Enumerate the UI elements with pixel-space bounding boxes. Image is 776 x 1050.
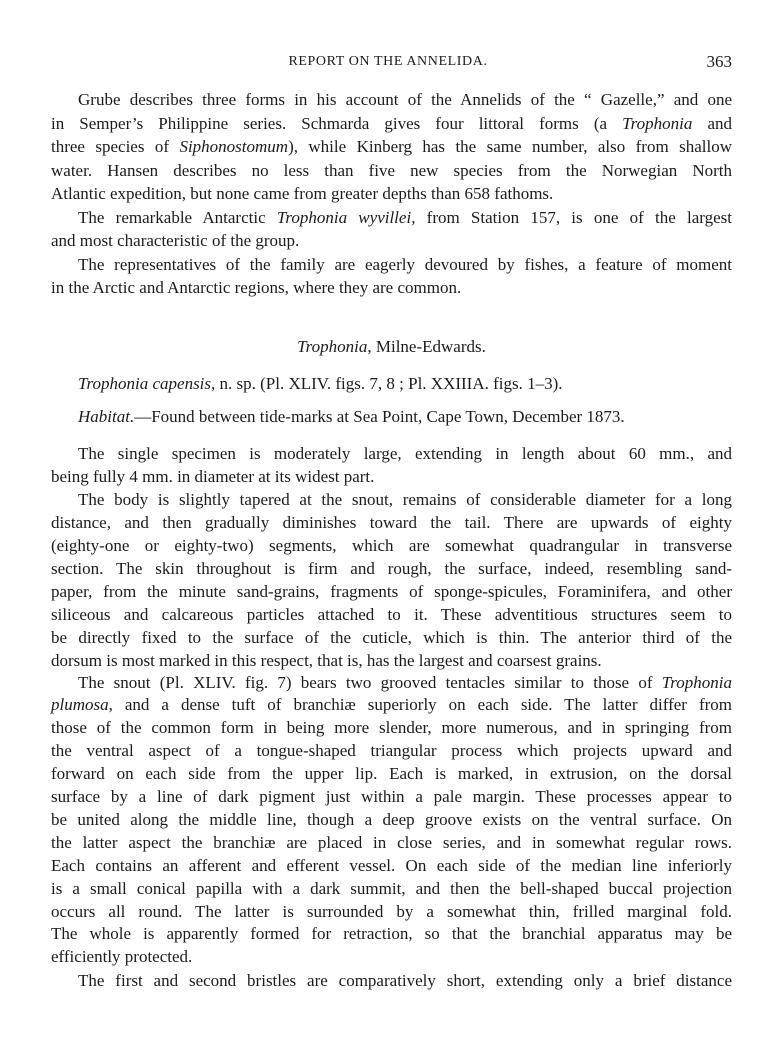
text-run: distance, and then gradually diminishes toward the tail. There are upwards of eighty: [51, 512, 732, 532]
text-line: [51, 88, 732, 111]
text-run: and: [692, 113, 732, 133]
italic-text: Trophonia: [622, 113, 693, 133]
italic-text: Siphonostomum: [179, 137, 289, 157]
paragraph: [51, 442, 732, 488]
text-run: in Semper’s Philippine series. Schmarda gives four littoral forms (a: [51, 113, 623, 133]
text-run: Each contains an afferent and efferent vessel. On each side of the median line inferiorly: [51, 855, 732, 875]
text-line: [51, 969, 732, 992]
italic-text: Trophonia wyvillei: [276, 207, 412, 227]
text-run: the ventral aspect of a tongue-shaped triangular process which projects upward and: [51, 741, 732, 761]
text-run: be united along the middle line, though a deep groove exists on the ventral surface. On: [51, 809, 732, 829]
text-run: in the Arctic and Antarctic regions, where they are common.: [51, 278, 462, 298]
text-run: paper, from the minute sand-grains, fragments of sponge-spicules, Foraminifera, and other: [51, 581, 732, 601]
text-run: (eighty-one or eighty-two) segments, which are somewhat quadrangular in transverse: [51, 535, 732, 555]
text-line: [51, 901, 732, 924]
text-run: , n. sp. (Pl. XLIV. figs. 7, 8 ; Pl. XXIIIA. figs. 1–3).: [211, 373, 563, 393]
text-run: siliceous and calcareous particles attached to it. These adventitious structures seem to: [51, 604, 732, 624]
text-run: The first and second bristles are comparatively short, extending only a brief distance: [78, 970, 732, 990]
text-run: The single specimen is moderately large, extending in length about 60 mm., and: [78, 443, 732, 463]
text-run: water. Hansen describes no less than five new species from the Norwegian North: [51, 160, 732, 180]
text-line: [51, 786, 732, 809]
text-run: three species of: [51, 137, 180, 157]
text-line: [51, 878, 732, 901]
text-line: [51, 253, 732, 276]
text-line: [51, 112, 732, 135]
text-line: [51, 832, 732, 855]
text-line: [51, 649, 732, 672]
text-run: dorsum is most marked in this respect, that is, has the largest and coarsest grains.: [51, 650, 602, 670]
text-run: surface by a line of dark pigment just within a pale margin. These processes appear to: [51, 787, 732, 807]
text-run: , and a dense tuft of branchiæ superiorly on each side. The latter differ from: [108, 695, 732, 715]
page-number: 363: [706, 52, 732, 71]
text-line: [51, 135, 732, 158]
text-line: [51, 694, 732, 717]
text-run: , Milne-Edwards.: [367, 336, 486, 356]
paragraph: [51, 672, 732, 970]
text-run: , from Station 157, is one of the largest: [411, 207, 733, 227]
text-line: [51, 229, 732, 252]
text-line: [51, 159, 732, 182]
text-run: The snout (Pl. XLIV. fig. 7) bears two grooved tentacles similar to those of: [78, 672, 662, 692]
text-line: [51, 923, 732, 946]
text-run: —Found between tide-marks at Sea Point, Cape Town, December 1873.: [134, 406, 625, 426]
text-line: [51, 946, 732, 969]
text-run: The whole is apparently formed for retraction, so that the branchial apparatus may be: [51, 924, 732, 944]
text-run: the latter aspect the branchiæ are placed in close series, and in somewhat regular rows.: [51, 832, 732, 852]
text-line: [51, 206, 732, 229]
text-line: [51, 672, 732, 695]
species-title: [51, 372, 732, 395]
text-line: [51, 276, 732, 299]
text-run: be directly fixed to the surface of the cuticle, which is thin. The anterior third of the: [51, 627, 732, 647]
paragraph: [51, 253, 732, 300]
paragraph: [51, 206, 732, 253]
italic-text: plumosa: [51, 695, 109, 715]
text-run: The remarkable Antarctic: [78, 207, 277, 227]
text-run: ), while Kinberg has the same number, also from shallow: [288, 137, 732, 157]
text-run: those of the common form in being more slender, more numerous, and in springing from: [51, 718, 732, 738]
text-line: [51, 372, 732, 395]
text-line: [51, 580, 732, 603]
text-run: Atlantic expedition, but none came from greater depths than 658 fathoms.: [51, 183, 554, 203]
text-line: [51, 511, 732, 534]
text-line: [51, 488, 732, 511]
text-line: [51, 603, 732, 626]
text-line: [51, 182, 732, 205]
italic-text: Trophonia: [661, 672, 732, 692]
text-line: [51, 763, 732, 786]
text-run: The representatives of the family are eagerly devoured by fishes, a feature of moment: [78, 254, 732, 274]
text-line: [51, 534, 732, 557]
text-run: and most characteristic of the group.: [51, 231, 300, 251]
paragraph: [51, 969, 732, 992]
habitat-line: [51, 405, 732, 428]
italic-text: Habitat.: [78, 406, 135, 426]
text-line: [51, 740, 732, 763]
genus-heading: [51, 335, 732, 358]
text-run: occurs all round. The latter is surrounded by a somewhat thin, frilled marginal fold.: [51, 901, 732, 921]
text-line: [51, 335, 732, 358]
text-run: being fully 4 mm. in diameter at its widest part.: [51, 466, 375, 486]
paragraph: [51, 88, 732, 205]
text-line: [51, 442, 732, 465]
text-line: [51, 626, 732, 649]
text-run: efficiently protected.: [51, 947, 193, 967]
text-run: section. The skin throughout is firm and rough, the surface, indeed, resembling sand-: [51, 558, 732, 578]
text-run: is a small conical papilla with a dark summit, and then the bell-shaped buccal projection: [51, 878, 732, 898]
text-line: [51, 557, 732, 580]
text-line: [51, 717, 732, 740]
italic-text: Trophonia capensis: [78, 373, 212, 393]
running-title: REPORT ON THE ANNELIDA.: [288, 54, 488, 69]
italic-text: Trophonia: [297, 336, 368, 356]
text-line: [51, 855, 732, 878]
text-line: [51, 405, 732, 428]
text-line: [51, 465, 732, 488]
paragraph: [51, 488, 732, 672]
text-run: forward on each side from the upper lip. Each is marked, in extrusion, on the dorsal: [51, 764, 732, 784]
text-run: Grube describes three forms in his account of the Annelids of the “ Gazelle,” and one: [78, 90, 732, 110]
text-line: [51, 809, 732, 832]
text-run: The body is slightly tapered at the snout, remains of considerable diameter for a long: [78, 489, 732, 509]
running-header: [0, 52, 776, 74]
